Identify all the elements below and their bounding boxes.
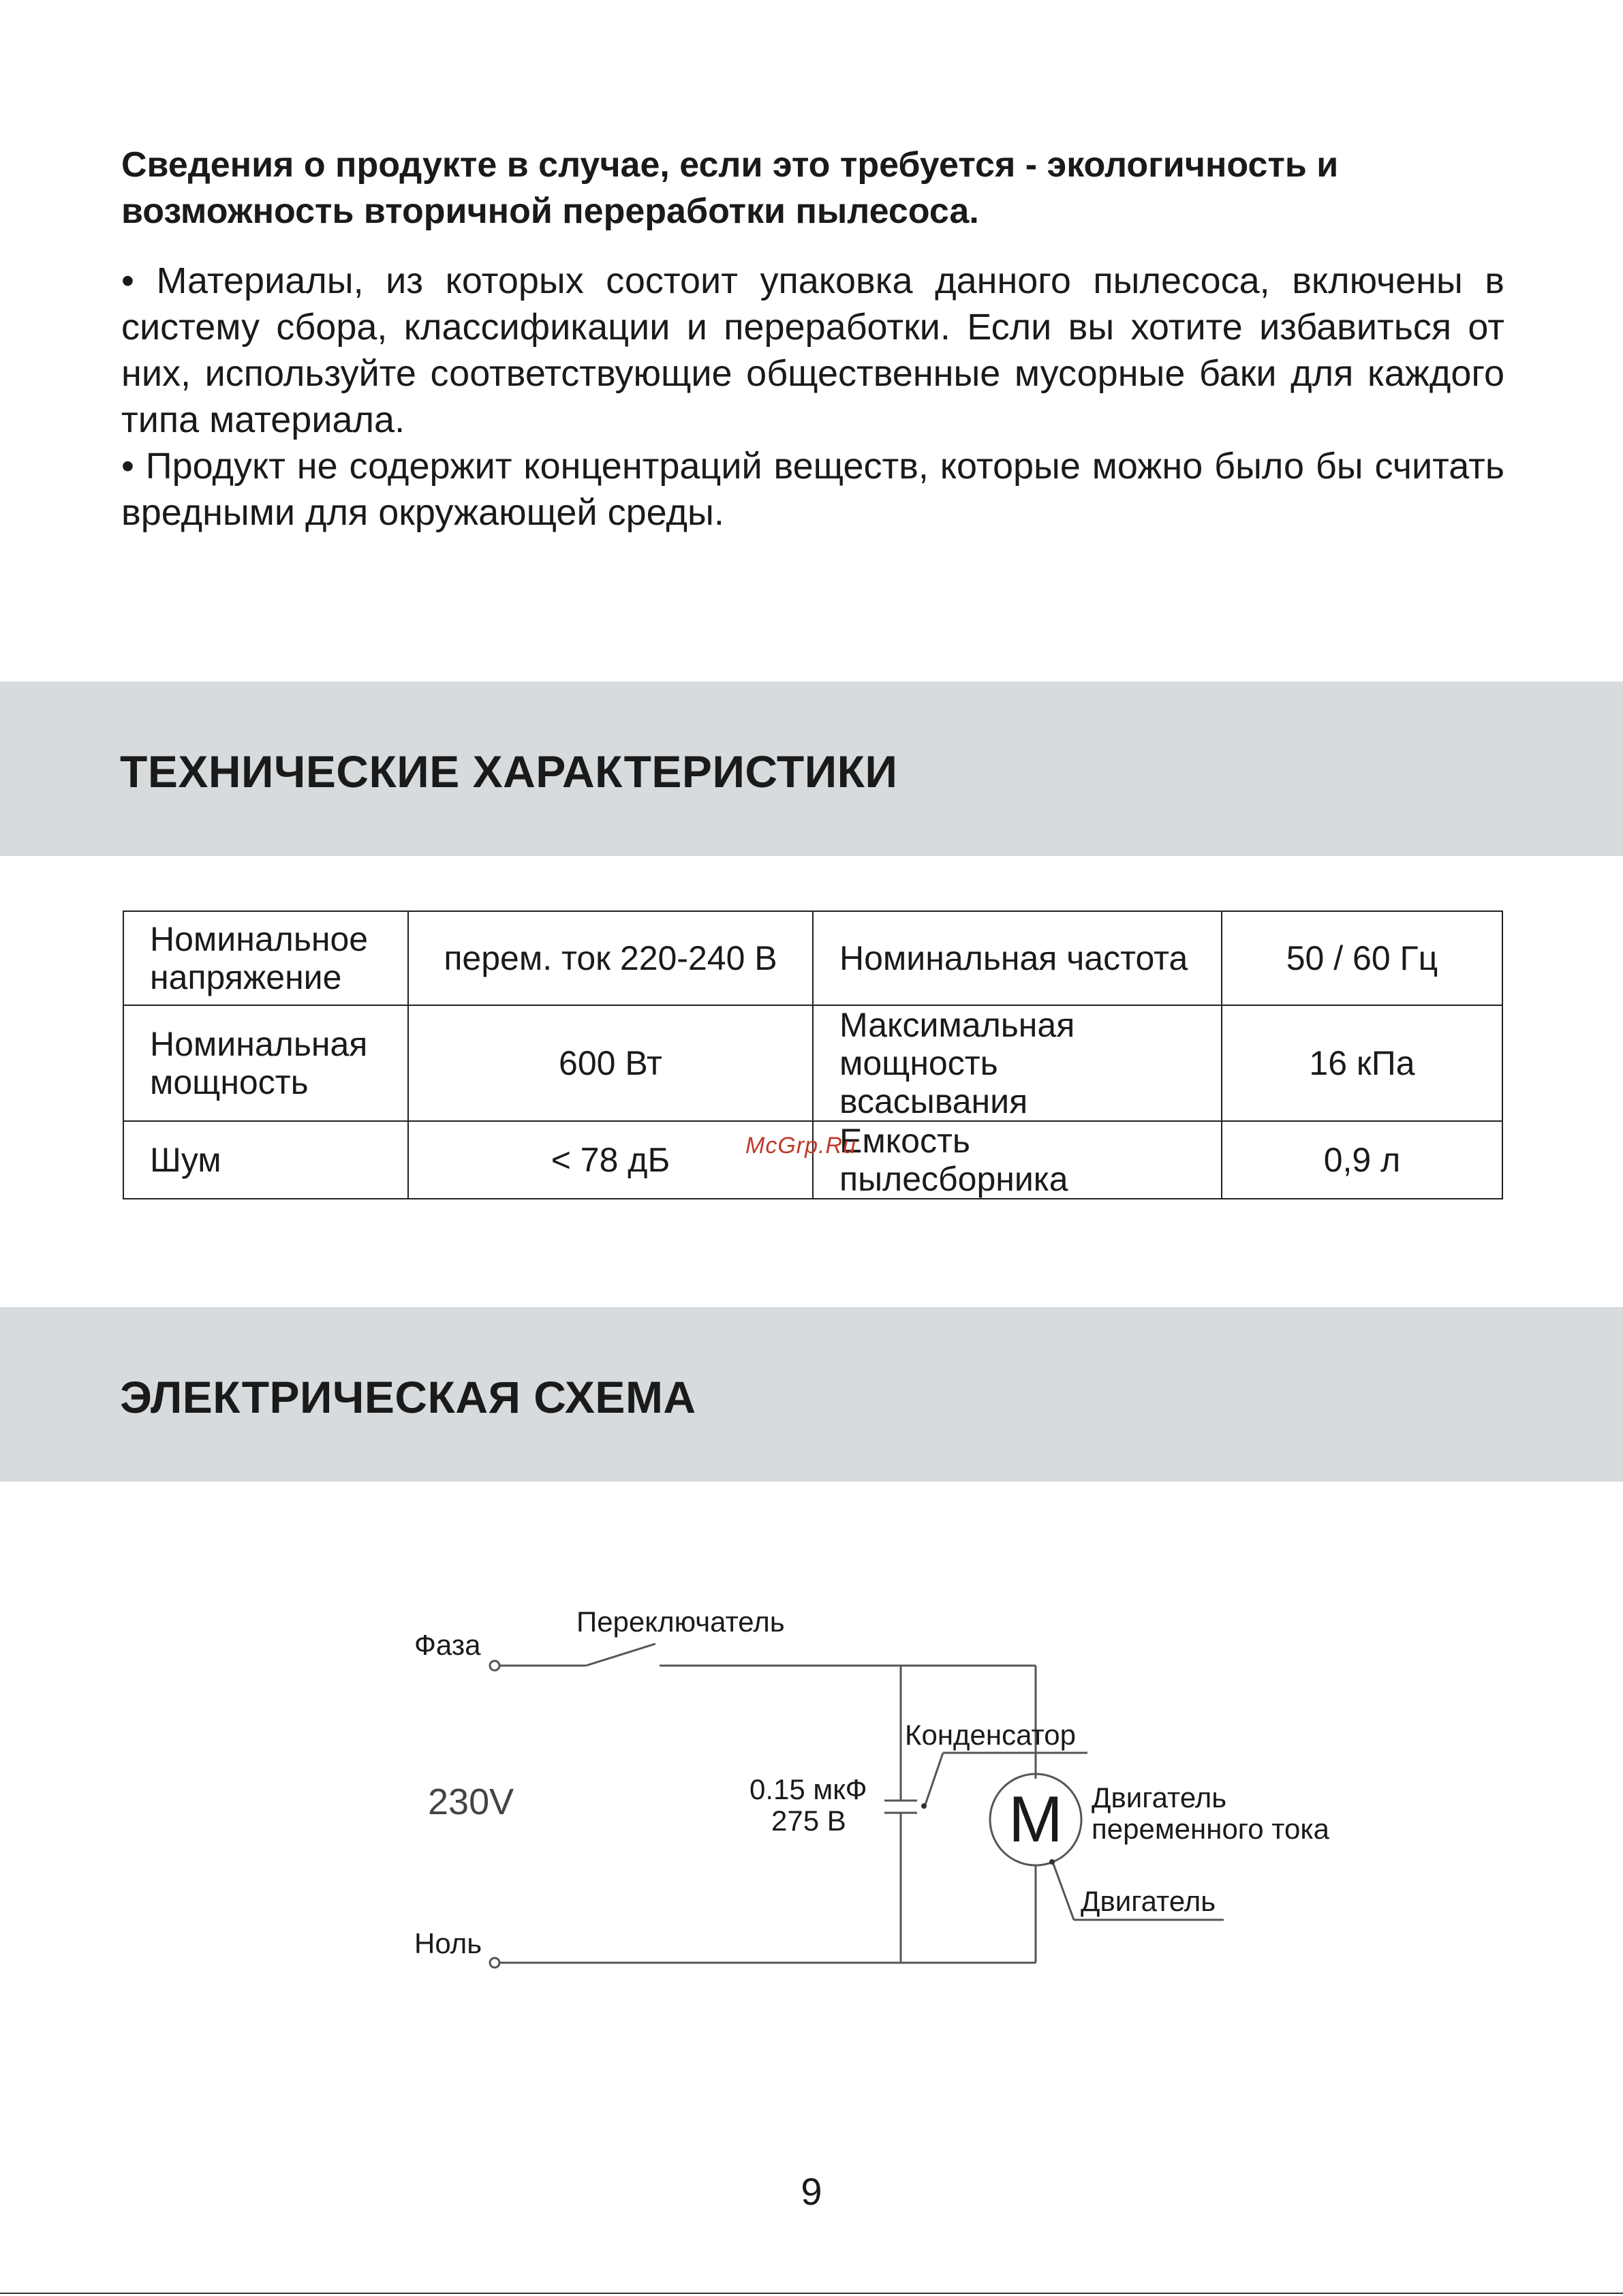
motor-symbol: M: [1008, 1783, 1063, 1856]
spec-label: Номинальная мощность: [123, 1005, 408, 1121]
eco-paragraph-materials: • Материалы, из которых состоит упаковка данного пылесоса, включены в систему сбора, классификации и переработки. Если вы хотите избавиться от них, используйте соответствующие общественные мусорные баки для каждого типа материала.: [121, 260, 1504, 440]
spec-value: < 78 дБ: [408, 1121, 813, 1199]
spec-label: Номинальная частота: [813, 911, 1222, 1005]
motor-type-label-line1: Двигатель: [1092, 1781, 1227, 1813]
spec-value: 16 кПа: [1222, 1005, 1502, 1121]
phase-terminal: [490, 1661, 499, 1670]
circuit-diagram: [0, 1554, 1623, 2045]
capacitance-label: 0.15 мкФ: [749, 1773, 867, 1805]
page-number: 9: [801, 2170, 822, 2213]
capacitor-leader: [925, 1753, 943, 1805]
voltage-label: 230V: [428, 1781, 514, 1822]
bottom-rule: [0, 2293, 1623, 2294]
spec-label: Номинальное напряжение: [123, 911, 408, 1005]
table-row: [123, 911, 1502, 1005]
tech-section-header: [0, 682, 1623, 856]
switch-blade: [586, 1644, 655, 1666]
eco-body: [121, 258, 1504, 536]
capacitor-label: Конденсатор: [905, 1719, 1076, 1751]
spec-value: 50 / 60 Гц: [1222, 911, 1502, 1005]
electrical-section-title: ЭЛЕКТРИЧЕСКАЯ СХЕМА: [120, 1372, 696, 1422]
spec-value: 600 Вт: [408, 1005, 813, 1121]
tech-section-title: ТЕХНИЧЕСКИЕ ХАРАКТЕРИСТИКИ: [120, 746, 898, 797]
neutral-terminal: [490, 1958, 499, 1968]
switch-label: Переключатель: [576, 1606, 785, 1638]
table-row: [123, 1005, 1502, 1121]
capacitor-leader-dot: [921, 1803, 927, 1809]
motor-leader: [1053, 1864, 1074, 1920]
motor-leader-dot: [1049, 1859, 1055, 1865]
spec-value: 0,9 л: [1222, 1121, 1502, 1199]
eco-heading: Сведения о продукте в случае, если это требуется - экологичность и возможность вторичной переработки пылесоса.: [121, 145, 1339, 231]
capacitor-voltage-label: 275 В: [771, 1805, 846, 1837]
spec-value: перем. ток 220-240 В: [408, 911, 813, 1005]
motor-type-label-line2: переменного тока: [1092, 1813, 1330, 1845]
electrical-section-header: [0, 1307, 1623, 1482]
spec-label: Шум: [123, 1121, 408, 1199]
neutral-label: Ноль: [414, 1927, 482, 1959]
phase-label: Фаза: [414, 1629, 481, 1661]
spec-label: Емкость пылесборника: [813, 1121, 1222, 1199]
watermark: McGrp.Ru: [745, 1133, 856, 1159]
eco-paragraph-substances: • Продукт не содержит концентраций веществ, которые можно было бы считать вредными для окружающей среды.: [121, 446, 1504, 533]
motor-label: Двигатель: [1081, 1885, 1216, 1917]
spec-label: Максимальная мощность всасывания: [813, 1005, 1222, 1121]
